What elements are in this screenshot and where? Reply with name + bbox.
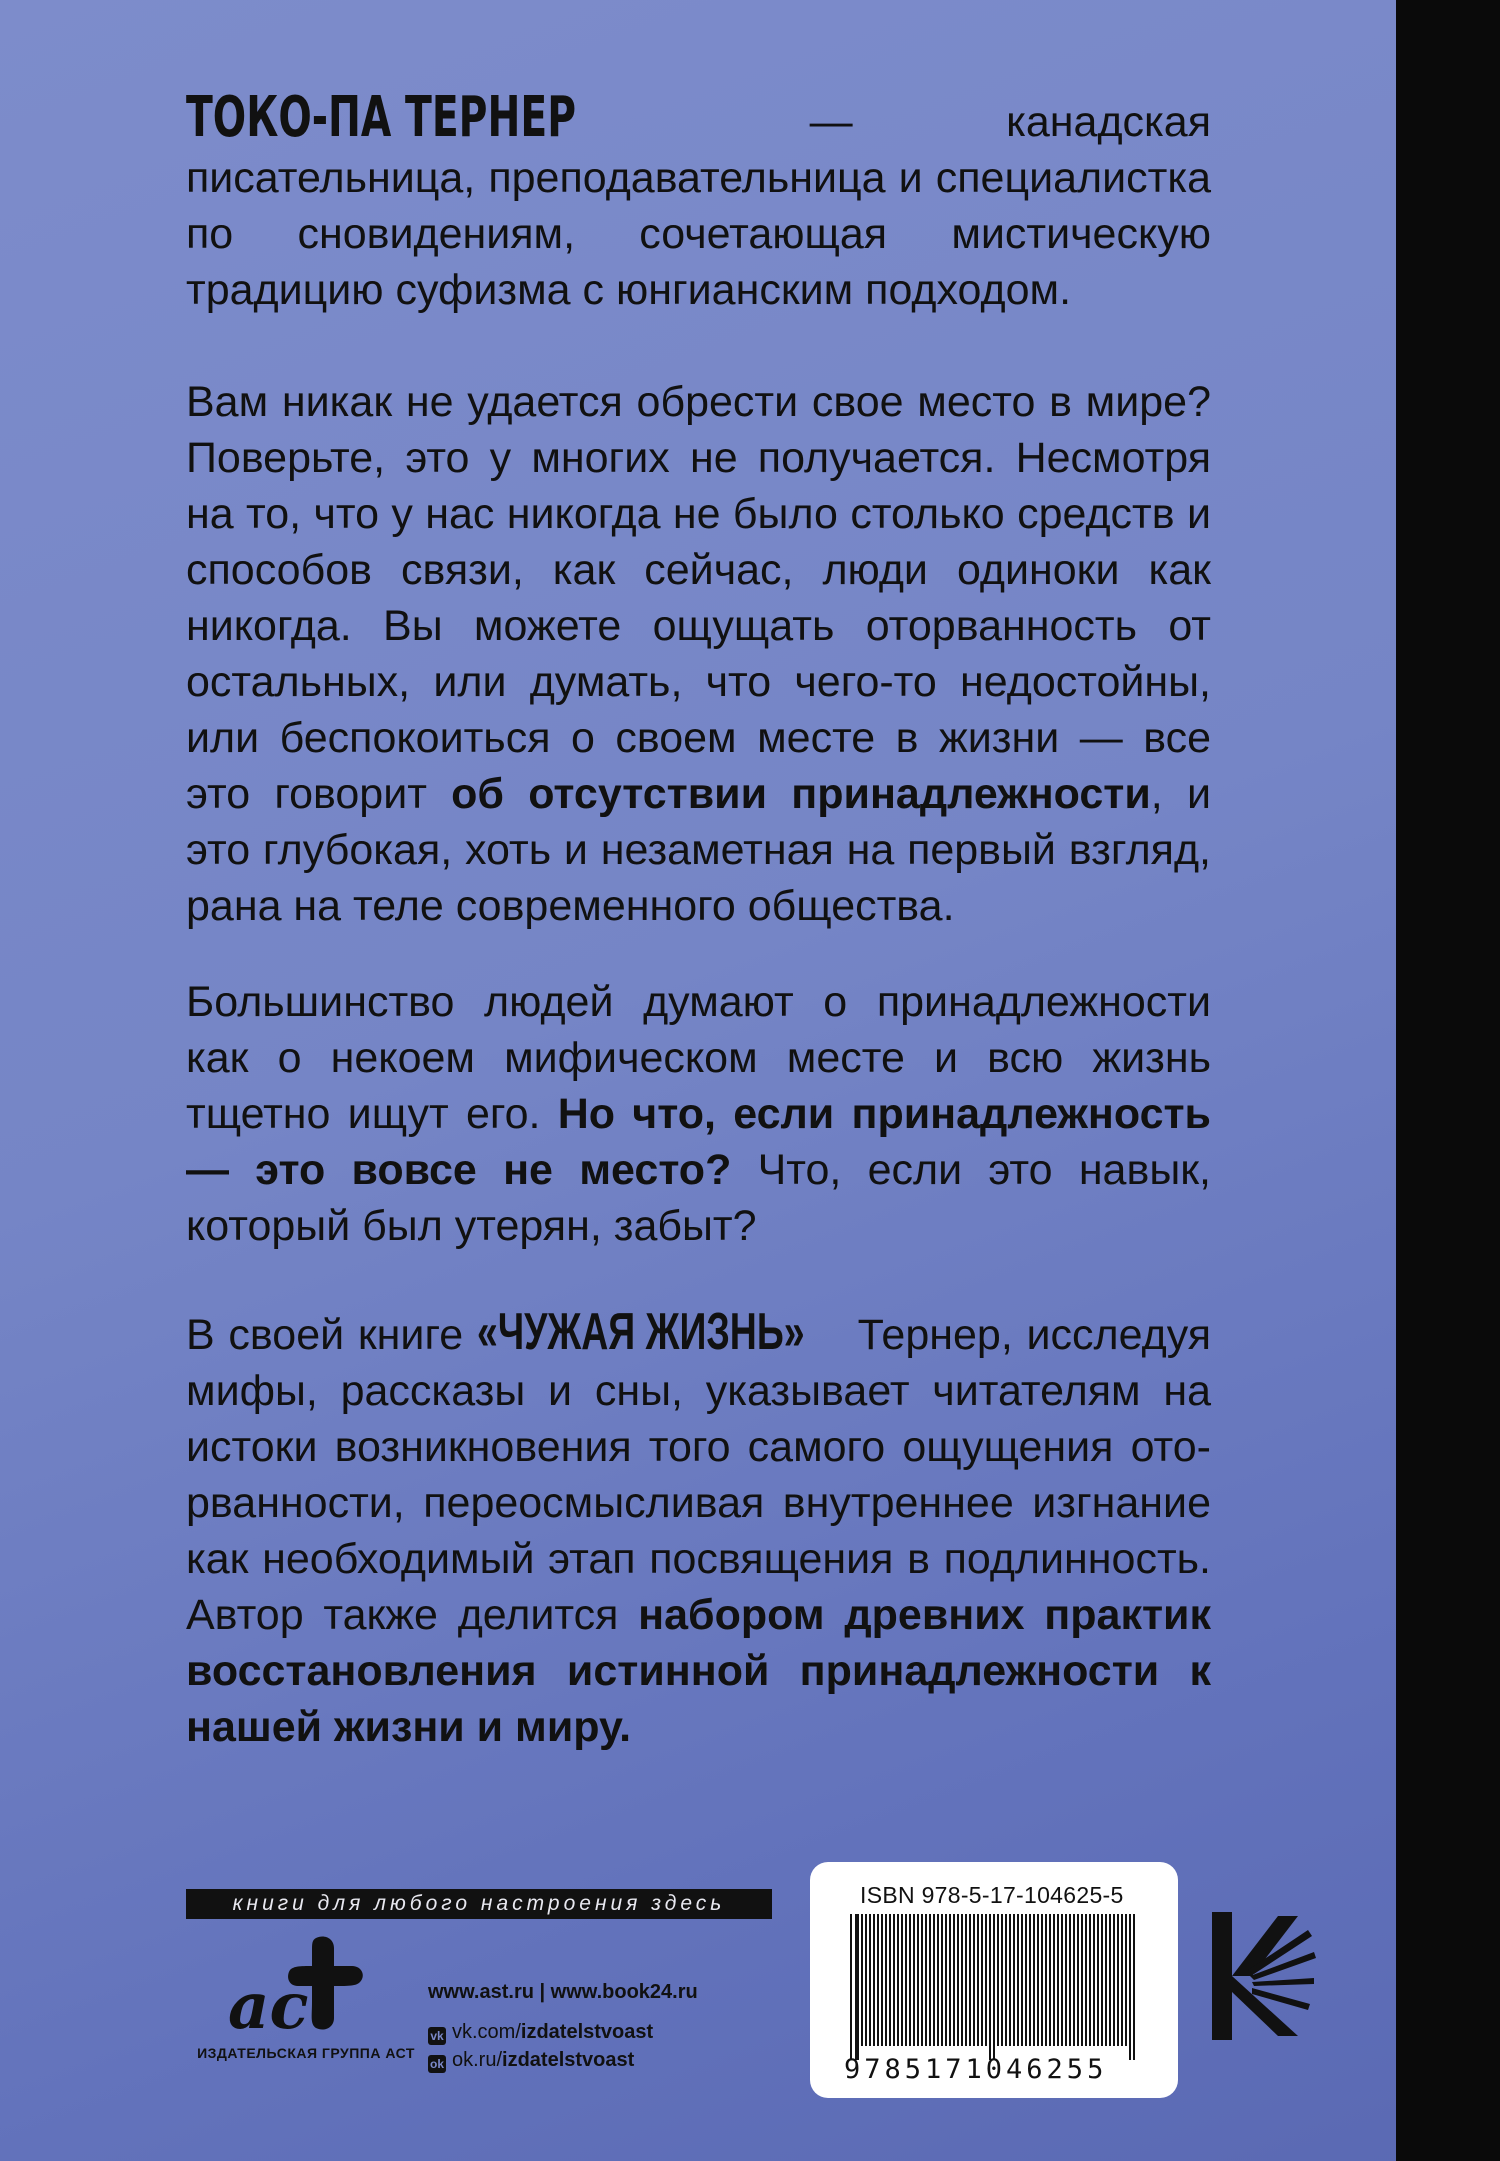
annotation-paragraph-3 — [186, 1304, 1211, 1755]
barcode-bar — [1089, 1914, 1091, 2046]
ok-icon: ok — [429, 2057, 444, 2071]
barcode-bar — [1093, 1914, 1095, 2046]
barcode-bar — [869, 1914, 871, 2046]
barcode-bar — [941, 1914, 943, 2046]
book-spine — [1396, 0, 1500, 2161]
barcode-bar — [1041, 1914, 1043, 2046]
barcode-bar — [1009, 1914, 1011, 2046]
barcode-bar — [861, 1914, 863, 2046]
publisher-caption: ИЗДАТЕЛЬСКАЯ ГРУППА АСТ — [197, 2045, 415, 2061]
barcode-bar — [1001, 1914, 1003, 2046]
barcode-bar — [1125, 1914, 1127, 2046]
author-bio — [186, 85, 1211, 318]
barcode-bar — [1109, 1914, 1111, 2046]
barcode-bar — [917, 1914, 919, 2046]
barcode-bar — [925, 1914, 927, 2046]
barcode-bar — [921, 1914, 923, 2046]
barcode-bar — [1069, 1914, 1071, 2046]
publisher-links — [428, 1978, 698, 2074]
barcode-bar — [1065, 1914, 1067, 2046]
barcode-bar — [1017, 1914, 1019, 2046]
barcode-bar — [1085, 1914, 1087, 2046]
barcode-bar — [929, 1914, 931, 2046]
barcode-bar — [1013, 1914, 1015, 2046]
barcode-bar — [945, 1914, 947, 2046]
book-title: «ЧУЖАЯ ЖИЗНЬ» — [476, 1303, 805, 1361]
barcode-bar — [1133, 1914, 1135, 2060]
barcode-bar — [1057, 1914, 1059, 2046]
barcode-bar — [949, 1914, 951, 2046]
vk-link[interactable] — [428, 2018, 698, 2046]
barcode-bar — [1025, 1914, 1027, 2046]
barcode-bar — [1073, 1914, 1075, 2046]
vk-handle: izdatelstvoast — [520, 2021, 654, 2043]
ok-link[interactable] — [428, 2046, 698, 2074]
barcode-bar — [1005, 1914, 1007, 2046]
barcode-bar — [865, 1914, 867, 2046]
ast-logo — [220, 1932, 380, 2042]
author-bio-text: — канадская писательница, преподавательница и специалистка по сновидениям, сочетающая мистическую традицию суфизма с юнгианским подходом. — [186, 98, 1211, 314]
barcode-bar — [1113, 1914, 1115, 2046]
annotation-text: Большинство людей думают о принадлежности как о некоем мифическом месте и всю жизнь тщетно ищут его. — [186, 978, 1211, 1138]
barcode-bar — [989, 1914, 991, 2060]
publisher-k-logo — [1208, 1906, 1318, 2046]
barcode-bar — [957, 1914, 959, 2046]
website-links[interactable]: www.ast.ru | www.book24.ru — [428, 1981, 698, 2003]
isbn-barcode-card — [810, 1862, 1178, 2098]
barcode-bar — [1053, 1914, 1055, 2046]
barcode-bar — [877, 1914, 879, 2046]
vk-icon: vk — [428, 2027, 446, 2045]
barcode-bar — [1081, 1914, 1083, 2046]
barcode-bar — [889, 1914, 891, 2046]
barcode-bar — [973, 1914, 975, 2046]
barcode-bar — [993, 1914, 995, 2060]
annotation-text: Вам никак не удается обрести свое место в мире? Поверьте, это у многих не получается. Несмотря на то, что у нас никогда не было столько средств и способов связи, как сейчас, люди одиноки как никогда. Вы можете ощущать оторванность от остальных, или думать, что чего-то недостойны, или беспокоиться о своем месте в жизни — все это говорит — [186, 378, 1211, 818]
annotation-text: , и это глубокая, хоть и незаметная на первый взгляд, рана на теле современного общества. — [186, 770, 1212, 930]
barcode-bar — [969, 1914, 971, 2046]
ok-prefix: ok.ru/ — [452, 2049, 503, 2071]
barcode-bar — [961, 1914, 963, 2046]
barcode-bar — [1033, 1914, 1035, 2046]
barcode-bar — [897, 1914, 899, 2046]
barcode-bar — [1061, 1914, 1063, 2046]
barcode-bar — [1029, 1914, 1031, 2046]
annotation-highlight: Но что, если принадлежность — это вовсе не место? — [186, 1090, 1211, 1194]
vk-prefix: vk.com/ — [452, 2021, 521, 2043]
barcode-bar — [893, 1914, 895, 2046]
barcode-bar — [850, 1914, 852, 2060]
barcode-bar — [1129, 1914, 1131, 2060]
barcode-bar — [1121, 1914, 1123, 2046]
annotation-highlight: набором древних практик восстановления истинной принадлежности к нашей жизни и миру. — [186, 1591, 1211, 1751]
barcode-bar — [1097, 1914, 1099, 2046]
annotation-text: В своей книге — [186, 1311, 477, 1359]
barcode-bar — [855, 1914, 859, 2060]
barcode-bar — [977, 1914, 979, 2046]
barcode-bar — [1105, 1914, 1107, 2046]
barcode-bar — [981, 1914, 983, 2046]
author-name: ТОКО-ПА ТЕРНЕР — [186, 85, 577, 150]
tagline-banner: книги для любого настроения здесь — [186, 1889, 772, 1919]
back-cover-text — [186, 85, 1212, 1755]
barcode-bar — [1021, 1914, 1023, 2046]
barcode — [836, 1914, 1152, 2064]
barcode-bar — [985, 1914, 987, 2046]
barcode-bar — [881, 1914, 883, 2046]
barcode-bar — [965, 1914, 967, 2046]
barcode-bar — [1101, 1914, 1103, 2046]
barcode-bar — [1077, 1914, 1079, 2046]
svg-text:ac: ac — [228, 1969, 309, 2042]
barcode-bar — [933, 1914, 935, 2046]
barcode-bar — [901, 1914, 903, 2046]
annotation-text: Что, если это навык, который был утерян, забыт? — [186, 1146, 1211, 1250]
barcode-bar — [953, 1914, 955, 2046]
barcode-bar — [873, 1914, 875, 2046]
barcode-bar — [1117, 1914, 1119, 2046]
isbn-number: ISBN 978-5-17-104625-5 — [860, 1882, 1124, 1908]
barcode-bar — [1049, 1914, 1051, 2046]
barcode-bar — [913, 1914, 915, 2046]
annotation-paragraph-2 — [186, 974, 1211, 1254]
barcode-bar — [997, 1914, 999, 2046]
barcode-bar — [1045, 1914, 1047, 2046]
barcode-bar — [937, 1914, 939, 2046]
annotation-text: Тернер, исследуя мифы, рассказы и сны, указывает читателям на истоки возникновения того самого ощущения оторванности, переосмысливая внутреннее изгнание как необходимый этап посвящения в подлинность. Автор также делится — [186, 1311, 1211, 1639]
barcode-bar — [885, 1914, 887, 2046]
barcode-digits: 9785171046255 — [844, 2054, 1108, 2085]
barcode-bar — [1037, 1914, 1039, 2046]
ok-handle: izdatelstvoast — [502, 2049, 635, 2071]
annotation-highlight: об отсутствии принадлежности — [451, 770, 1151, 818]
annotation-paragraph-1 — [186, 374, 1211, 934]
barcode-bar — [905, 1914, 907, 2046]
barcode-bar — [909, 1914, 911, 2046]
